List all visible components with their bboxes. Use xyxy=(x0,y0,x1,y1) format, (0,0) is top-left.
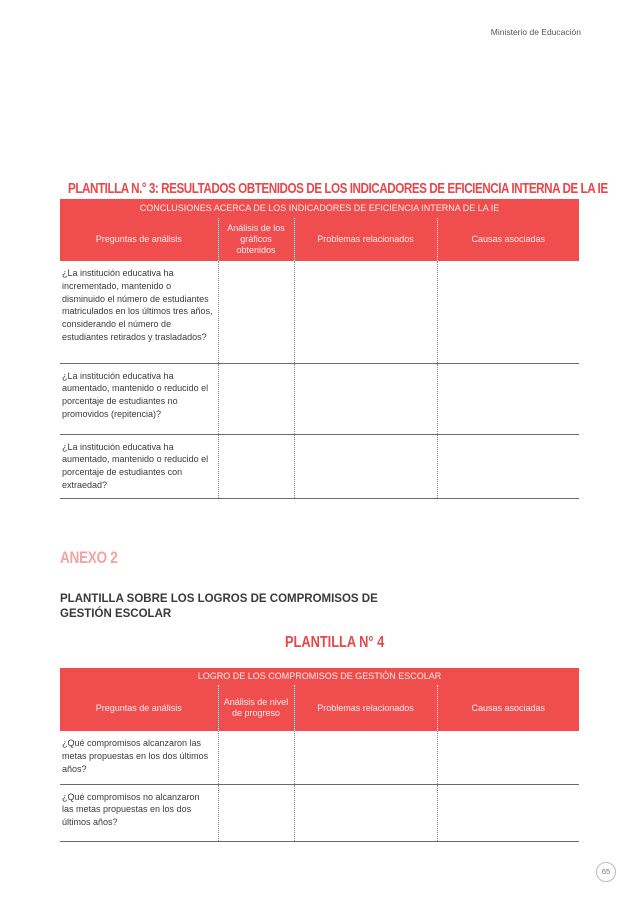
page-number: 65 xyxy=(596,862,616,882)
question-cell: ¿Qué compromisos alcanzaron las metas propuestas en los dos últimos años? xyxy=(60,731,218,784)
question-cell: ¿La institución educativa ha aumentado, mantenido o reducido el porcentaje de estudiantes no promovidos (repitencia)? xyxy=(60,363,218,434)
table-row xyxy=(60,261,579,363)
anexo-label: ANEXO 2 xyxy=(60,548,118,567)
ministry-header: Ministerio de Educación xyxy=(490,27,581,37)
table-row xyxy=(60,784,579,841)
plantilla-3-table xyxy=(60,199,579,499)
plantilla-3-title: PLANTILLA N.° 3: RESULTADOS OBTENIDOS DE LOS INDICADORES DE EFICIENCIA INTERNA DE LA IE xyxy=(68,180,608,197)
empty-cell xyxy=(294,434,437,498)
empty-cell xyxy=(218,434,294,498)
empty-cell xyxy=(218,731,294,784)
column-header: Causas asociadas xyxy=(437,685,579,731)
empty-cell xyxy=(294,784,437,841)
column-header: Preguntas de análisis xyxy=(60,685,218,731)
column-header: Preguntas de análisis xyxy=(60,218,218,261)
plantilla-4-table xyxy=(60,668,579,842)
column-header: Análisis de los gráficos obtenidos xyxy=(218,218,294,261)
empty-cell xyxy=(437,261,579,363)
empty-cell xyxy=(218,784,294,841)
column-header: Análisis de nivel de progreso xyxy=(218,685,294,731)
anexo-subtitle: PLANTILLA SOBRE LOS LOGROS DE COMPROMISOS DE GESTIÓN ESCOLAR xyxy=(60,593,378,620)
empty-cell xyxy=(437,434,579,498)
question-cell: ¿La institución educativa ha aumentado, mantenido o reducido el porcentaje de estudiantes con extraedad? xyxy=(60,434,218,498)
column-header: Problemas relacionados xyxy=(294,218,437,261)
column-header: Problemas relacionados xyxy=(294,685,437,731)
empty-cell xyxy=(218,261,294,363)
empty-cell xyxy=(218,363,294,434)
table-row xyxy=(60,363,579,434)
empty-cell xyxy=(437,784,579,841)
empty-cell xyxy=(294,731,437,784)
empty-cell xyxy=(437,363,579,434)
plantilla-3-banner: CONCLUSIONES ACERCA DE LOS INDICADORES DE EFICIENCIA INTERNA DE LA IE xyxy=(60,199,579,218)
question-cell: ¿La institución educativa ha incrementado, mantenido o disminuido el número de estudiantes matriculados en los últimos tres años, considerando el número de estudiantes retirados y trasladados? xyxy=(60,261,218,363)
empty-cell xyxy=(294,363,437,434)
table-row xyxy=(60,434,579,498)
empty-cell xyxy=(437,731,579,784)
table-row xyxy=(60,731,579,784)
plantilla-4-banner: LOGRO DE LOS COMPROMISOS DE GESTIÓN ESCOLAR xyxy=(60,668,579,685)
plantilla-4-title: PLANTILLA N° 4 xyxy=(285,634,385,651)
empty-cell xyxy=(294,261,437,363)
column-header: Causas asociadas xyxy=(437,218,579,261)
question-cell: ¿Qué compromisos no alcanzaron las metas propuestas en los dos últimos años? xyxy=(60,784,218,841)
